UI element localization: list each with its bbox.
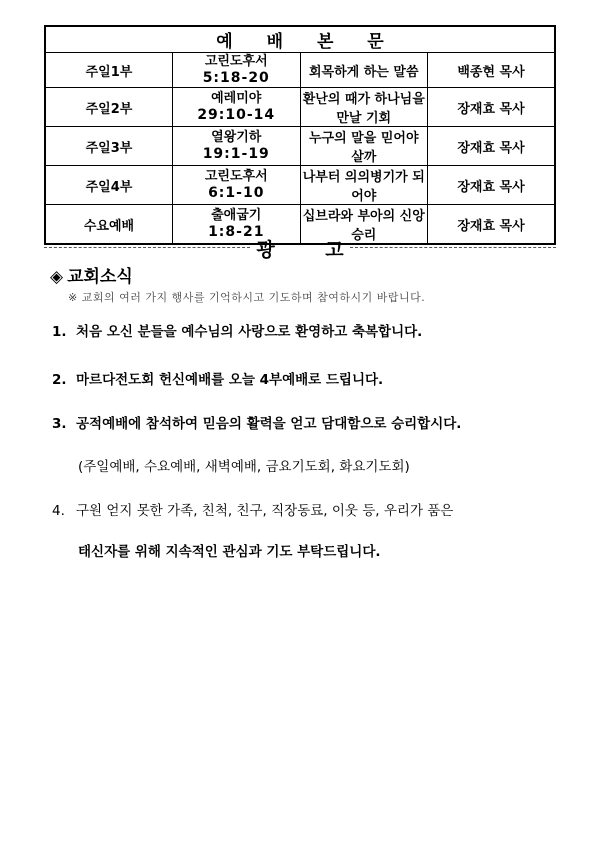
announcement-item	[52, 320, 422, 340]
pastor-name: 백종현 목사	[428, 53, 556, 88]
item-number: 2.	[52, 372, 67, 388]
church-news-heading	[50, 262, 133, 287]
divider	[350, 247, 556, 248]
table-row	[45, 88, 555, 127]
announcement-item-continued: 태신자를 위해 지속적인 관심과 기도 부탁드립니다.	[78, 544, 381, 560]
sermon-title: 환난의 때가 하나님을 만날 기회	[300, 88, 428, 127]
passage-ref: 29:10-14	[197, 107, 276, 123]
announcements-title: 광 고	[256, 239, 366, 261]
sermon-table-title: 예 배 본 문	[45, 26, 555, 53]
pastor-name: 장재효 목사	[428, 205, 556, 245]
passage-ref: 6:1-10	[208, 185, 265, 201]
diamond-bullet-icon: ◈	[50, 267, 64, 287]
item-text: 구원 얻지 못한 가족, 친척, 친구, 직장동료, 이웃 등, 우리가 품은	[76, 503, 454, 519]
announcement-item	[52, 499, 453, 519]
passage-ref: 1:8-21	[208, 224, 265, 240]
service-name: 수요예배	[45, 205, 173, 245]
sermon-title: 십브라와 부아의 신앙 승리	[300, 205, 428, 245]
service-name: 주일3부	[45, 127, 173, 166]
announcement-item-detail: (주일예배, 수요예배, 새벽예배, 금요기도회, 화요기도회)	[78, 459, 410, 475]
sermon-title: 나부터 의의병기가 되어야	[300, 166, 428, 205]
announcement-item	[52, 412, 461, 432]
passage-book: 출애굽기	[211, 208, 262, 223]
church-news-label: 교회소식	[67, 267, 133, 287]
scripture-passage	[173, 88, 301, 127]
announcements-header	[44, 235, 556, 259]
scripture-passage	[173, 53, 301, 88]
sermon-title: 누구의 말을 믿어야 살까	[300, 127, 428, 166]
item-number: 1.	[52, 324, 67, 340]
pastor-name: 장재효 목사	[428, 88, 556, 127]
passage-book: 고린도후서	[204, 54, 268, 69]
service-name: 주일2부	[45, 88, 173, 127]
announcement-note: ※ 교회의 여러 가지 행사를 기억하시고 기도하며 참여하시기 바랍니다.	[68, 291, 426, 304]
scripture-passage	[173, 127, 301, 166]
item-text: 처음 오신 분들을 예수님의 사랑으로 환영하고 축복합니다.	[76, 324, 423, 340]
passage-book: 열왕기하	[211, 130, 262, 145]
pastor-name: 장재효 목사	[428, 127, 556, 166]
sermon-table	[44, 25, 556, 245]
table-row	[45, 166, 555, 205]
table-row	[45, 127, 555, 166]
passage-ref: 5:18-20	[202, 70, 270, 86]
table-row	[45, 53, 555, 88]
passage-ref: 19:1-19	[202, 146, 270, 162]
item-text: 공적예배에 참석하여 믿음의 활력을 얻고 담대함으로 승리합시다.	[76, 416, 462, 432]
sermon-title: 회목하게 하는 말씀	[300, 53, 428, 88]
pastor-name: 장재효 목사	[428, 166, 556, 205]
scripture-passage	[173, 166, 301, 205]
passage-book: 고린도후서	[204, 169, 268, 184]
item-number: 4.	[52, 503, 65, 519]
service-name: 주일1부	[45, 53, 173, 88]
service-name: 주일4부	[45, 166, 173, 205]
item-text: 마르다전도회 헌신예배를 오늘 4부예배로 드립니다.	[76, 372, 384, 388]
item-number: 3.	[52, 416, 67, 432]
passage-book: 예레미야	[211, 91, 262, 106]
announcement-item	[52, 368, 383, 388]
